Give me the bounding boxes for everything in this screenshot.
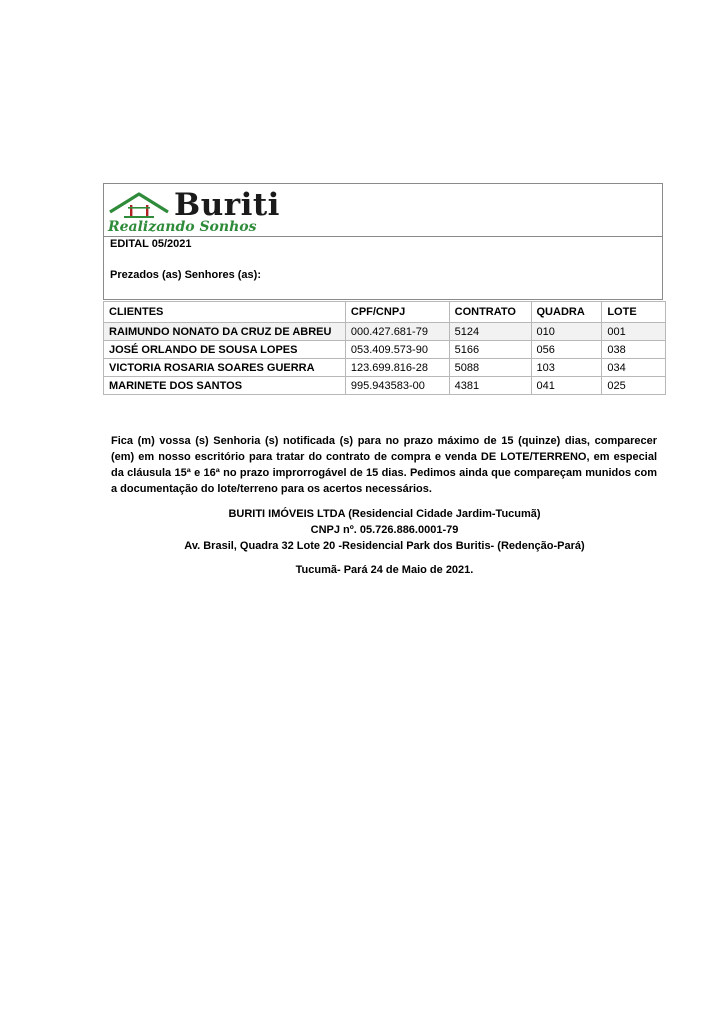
company-address: Av. Brasil, Quadra 32 Lote 20 -Residencial Park dos Buritis- (Redenção-Pará) — [184, 540, 585, 552]
cell-contrato: 5166 — [449, 341, 531, 359]
edital-number: EDITAL 05/2021 — [110, 238, 192, 250]
house-roof-icon — [108, 190, 170, 222]
column-header-cpf: CPF/CNPJ — [345, 302, 449, 323]
cell-contrato: 4381 — [449, 377, 531, 395]
cell-quadra: 056 — [531, 341, 602, 359]
table-row — [104, 359, 666, 377]
clients-table — [103, 301, 666, 395]
cell-cliente: VICTORIA ROSARIA SOARES GUERRA — [104, 359, 346, 377]
notice-paragraph: Fica (m) vossa (s) Senhoria (s) notificada (s) para no prazo máximo de 15 (quinze) dias, comparecer (em) em nosso escritório para tratar do contrato de compra e venda DE LOTE/TERRENO, em especial da cláusula 15ª e 16ª no prazo improrrogável de 15 dias. Pedimos ainda que compareçam munidos com a documentação do lote/terreno para os acertos necessários. — [111, 435, 657, 495]
cell-lote: 001 — [602, 323, 666, 341]
logo — [104, 184, 662, 237]
table-header-row — [104, 302, 666, 323]
cell-quadra: 041 — [531, 377, 602, 395]
column-header-quadra: QUADRA — [531, 302, 602, 323]
table-row — [104, 341, 666, 359]
date-line: Tucumã- Pará 24 de Maio de 2021. — [295, 564, 474, 576]
cell-cpf: 000.427.681-79 — [345, 323, 449, 341]
cell-cpf: 053.409.573-90 — [345, 341, 449, 359]
cell-cliente: RAIMUNDO NONATO DA CRUZ DE ABREU — [104, 323, 346, 341]
cell-cliente: MARINETE DOS SANTOS — [104, 377, 346, 395]
company-info — [103, 506, 666, 554]
logo-tagline: Realizando Sonhos — [108, 219, 257, 235]
table-row — [104, 323, 666, 341]
cell-quadra: 010 — [531, 323, 602, 341]
cell-lote: 038 — [602, 341, 666, 359]
cell-contrato: 5088 — [449, 359, 531, 377]
header-box — [103, 183, 663, 300]
column-header-lote: LOTE — [602, 302, 666, 323]
cell-contrato: 5124 — [449, 323, 531, 341]
table-row — [104, 377, 666, 395]
column-header-clientes: CLIENTES — [104, 302, 346, 323]
cell-lote: 025 — [602, 377, 666, 395]
cell-cpf: 995.943583-00 — [345, 377, 449, 395]
cell-cpf: 123.699.816-28 — [345, 359, 449, 377]
company-name: BURITI IMÓVEIS LTDA (Residencial Cidade Jardim-Tucumã) — [228, 508, 541, 520]
cell-quadra: 103 — [531, 359, 602, 377]
greeting: Prezados (as) Senhores (as): — [110, 269, 261, 281]
cell-cliente: JOSÉ ORLANDO DE SOUSA LOPES — [104, 341, 346, 359]
company-cnpj: CNPJ nº. 05.726.886.0001-79 — [310, 524, 459, 536]
column-header-contrato: CONTRATO — [449, 302, 531, 323]
cell-lote: 034 — [602, 359, 666, 377]
logo-name: Buriti — [174, 187, 280, 223]
